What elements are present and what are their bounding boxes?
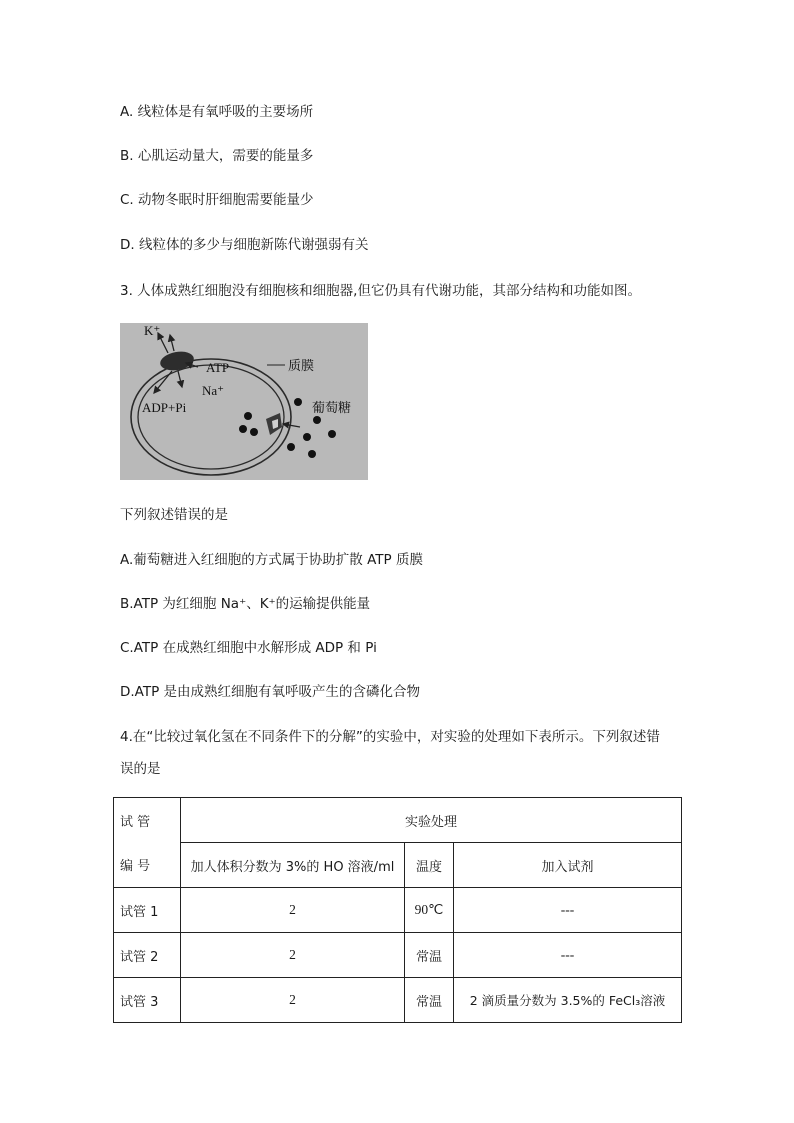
- q3-option-d: D.ATP 是由成熟红细胞有氧呼吸产生的含磷化合物: [120, 684, 421, 700]
- cell-diagram: [120, 323, 368, 480]
- membrane-inner: [138, 365, 284, 469]
- experiment-table: [113, 797, 682, 1023]
- question-3-prompt: 下列叙述错误的是: [120, 507, 228, 523]
- cell-tube: 试管 3: [114, 978, 181, 1023]
- q3-option-a: A.葡萄糖进入红细胞的方式属于协助扩散 ATP 质膜: [120, 552, 423, 568]
- red-blood-cell-figure: [120, 323, 368, 480]
- cell-tube: 试管 2: [114, 933, 181, 978]
- header-tube-bottom: 编 号: [114, 843, 181, 888]
- label-glucose: 葡萄糖: [312, 401, 352, 416]
- membrane-outer: [131, 359, 291, 475]
- table-row: [114, 978, 682, 1023]
- label-membrane: 质膜: [288, 359, 315, 374]
- label-atp: ATP: [206, 360, 230, 375]
- header-treatment: 实验处理: [181, 798, 682, 843]
- question-4-stem-line2: 误的是: [120, 761, 161, 777]
- cell-temp: 90℃: [405, 888, 454, 933]
- cell-volume: 2: [181, 978, 405, 1023]
- label-k: K⁺: [144, 323, 161, 338]
- header-temp: 温度: [405, 843, 454, 888]
- header-reagent: 加入试剂: [454, 843, 682, 888]
- option-c: C. 动物冬眠时肝细胞需要能量少: [120, 192, 314, 208]
- table-row: [114, 888, 682, 933]
- cell-volume: 2: [181, 888, 405, 933]
- cell-temp: 常温: [405, 933, 454, 978]
- cell-reagent: ---: [454, 933, 682, 978]
- option-b: B. 心肌运动量大，需要的能量多: [120, 148, 314, 164]
- header-tube-top: 试 管: [114, 798, 181, 843]
- cell-reagent: ---: [454, 888, 682, 933]
- cell-tube: 试管 1: [114, 888, 181, 933]
- option-d: D. 线粒体的多少与细胞新陈代谢强弱有关: [120, 237, 369, 253]
- cell-reagent: 2 滴质量分数为 3.5%的 FeCl₃溶液: [454, 978, 682, 1023]
- option-a: A. 线粒体是有氧呼吸的主要场所: [120, 104, 314, 120]
- q3-option-c: C.ATP 在成熟红细胞中水解形成 ADP 和 Pi: [120, 640, 377, 656]
- question-4-stem-line1: 4.在“比较过氧化氢在不同条件下的分解”的实验中，对实验的处理如下表所示。下列叙述错: [120, 729, 660, 745]
- table-row: [114, 933, 682, 978]
- glucose-molecules-inside: [239, 412, 258, 436]
- label-adp: ADP+Pi: [142, 400, 187, 415]
- header-volume: 加人体积分数为 3%的 HO 溶液/ml: [181, 843, 405, 888]
- cell-temp: 常温: [405, 978, 454, 1023]
- q3-option-b: B.ATP 为红细胞 Na⁺、K⁺的运输提供能量: [120, 596, 371, 612]
- cell-volume: 2: [181, 933, 405, 978]
- question-3-stem: 3. 人体成熟红细胞没有细胞核和细胞器,但它仍具有代谢功能，其部分结构和功能如图。: [120, 283, 641, 299]
- label-na: Na⁺: [202, 383, 225, 398]
